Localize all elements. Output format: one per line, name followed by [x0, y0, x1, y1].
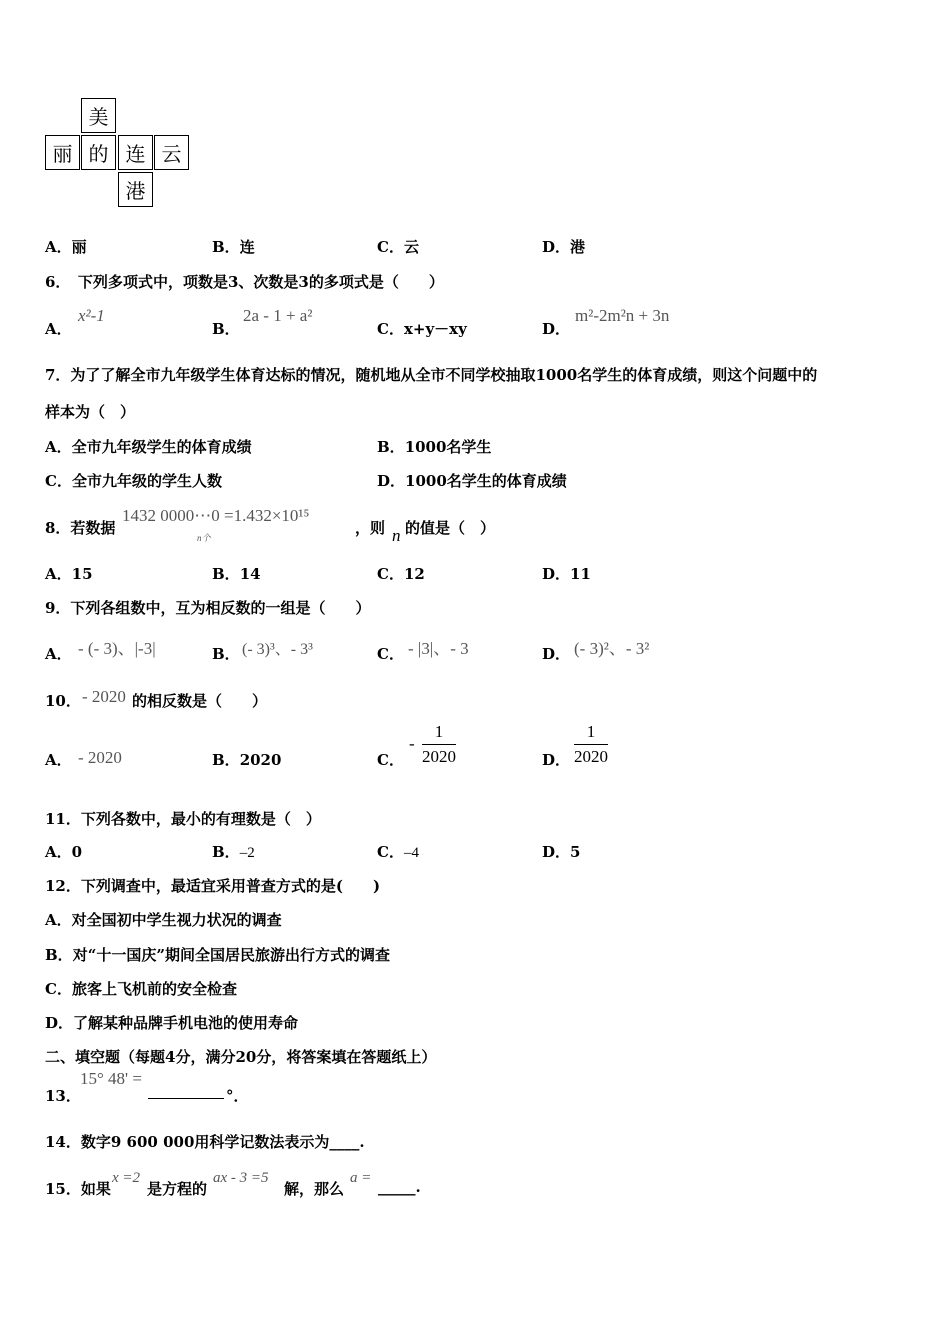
q10-option-d-label: D． [542, 751, 571, 769]
q10-suffix: 的相反数是（ ） [132, 692, 268, 710]
q10-option-c-label: C． [377, 751, 404, 769]
q8-math: 1432 0000⋯0 =1.432×10¹⁵ [122, 506, 310, 525]
q9-option-b-math: (- 3)³、- 3³ [242, 641, 313, 658]
q9-stem: 9．下列各组数中，互为相反数的一组是（ ） [45, 599, 371, 617]
q14-text: 14．数字9 600 000用科学记数法表示为____. [45, 1133, 365, 1151]
q11-option-d: D．5 [542, 843, 581, 861]
q13-math: 15° 48' = [80, 1069, 142, 1088]
q12-stem: 12．下列调查中，最适宜采用普查方式的是( ) [45, 877, 381, 895]
q8-under-brace: n个 [197, 533, 211, 543]
q9-option-d-label: D． [542, 645, 571, 663]
q6-option-a-label: A． [45, 320, 72, 338]
q10-option-d-fraction [574, 722, 608, 767]
q9-option-a-label: A． [45, 645, 72, 663]
net-cell-top: 美 [81, 98, 116, 133]
q7-option-c: C．全市九年级的学生人数 [45, 472, 222, 490]
q11-option-c: C．–4 [377, 843, 419, 861]
q13-suffix: °． [226, 1087, 249, 1105]
q7-stem-line1: 7．为了了解全市九年级学生体育达标的情况，随机地从全市不同学校抽取1000名学生的体育成绩，则这个问题中的 [45, 366, 818, 384]
q8-option-a: A．15 [45, 565, 93, 583]
net-cell-center: 连 [118, 135, 153, 170]
q10-option-c-numerator: 1 [422, 722, 456, 745]
q11-stem: 11．下列各数中，最小的有理数是（ ） [45, 810, 321, 828]
q10-option-d-numerator: 1 [574, 722, 608, 745]
q10-option-a-math: - 2020 [78, 748, 122, 767]
q8-option-b: B．14 [212, 565, 261, 583]
q9-option-d-math: (- 3)²、- 3² [574, 639, 650, 658]
q5-option-b: B．连 [212, 238, 255, 256]
q10-option-d-denominator: 2020 [574, 747, 608, 766]
q9-option-b-label: B． [212, 645, 240, 663]
q7-option-d: D．1000名学生的体育成绩 [377, 472, 567, 490]
q10-option-b: B．2020 [212, 751, 282, 769]
q6-option-c: C．x+y－xy [377, 320, 467, 338]
q10-option-c-denominator: 2020 [422, 747, 456, 766]
q13-answer-blank[interactable] [148, 1098, 224, 1099]
q15-mid: 是方程的 [147, 1180, 208, 1198]
q13-number: 13． [45, 1087, 81, 1105]
q6-option-d-math: m²-2m²n + 3n [575, 306, 670, 325]
q15-math-x: x =2 [112, 1170, 141, 1186]
net-cell-right: 云 [154, 135, 189, 170]
q11-option-a: A．0 [45, 843, 83, 861]
q6-option-a-math: x²-1 [78, 306, 105, 325]
q7-option-a: A．全市九年级学生的体育成绩 [45, 438, 252, 456]
q10-option-c-fraction [422, 722, 456, 767]
q14-answer-blank[interactable]: ____ [329, 1133, 360, 1151]
q5-option-d: D．港 [542, 238, 586, 256]
q15-answer-blank[interactable]: _____. [378, 1178, 421, 1196]
q8-mid: ，则 [355, 519, 386, 537]
q6-option-b-label: B． [212, 320, 240, 338]
q10-option-a-label: A． [45, 751, 72, 769]
q12-option-a: A．对全国初中学生视力状况的调查 [45, 911, 282, 929]
q8-suffix: 的值是（ ） [405, 519, 496, 537]
net-cell-left1: 丽 [45, 135, 80, 170]
q9-option-c-label: C． [377, 645, 404, 663]
net-cell-bottom: 港 [118, 172, 153, 207]
q11-option-b: B．–2 [212, 843, 255, 861]
q6-option-d-label: D． [542, 320, 571, 338]
q7-stem-line2: 样本为（ ） [45, 403, 136, 421]
q5-option-c: C．云 [377, 238, 419, 256]
q8-option-d: D．11 [542, 565, 591, 583]
q15-math-a: a = [350, 1170, 372, 1186]
q10-math: - 2020 [82, 687, 126, 706]
q6-stem: 6． 下列多项式中，项数是3、次数是3的多项式是（ ） [45, 273, 444, 291]
q15-mid2: 解，那么 [284, 1180, 345, 1198]
q9-option-a-math: - (- 3)、|-3| [78, 639, 156, 658]
q8-prefix: 8．若数据 [45, 519, 116, 537]
q8-option-c: C．12 [377, 565, 425, 583]
q10-prefix: 10． [45, 692, 81, 710]
q8-var: n [392, 526, 401, 545]
net-cell-left2: 的 [81, 135, 116, 170]
q9-option-c-math: - |3|、- 3 [408, 639, 469, 658]
q12-option-d: D．了解某种品牌手机电池的使用寿命 [45, 1014, 299, 1032]
q15-prefix: 15．如果 [45, 1180, 111, 1198]
section-fill-in-heading: 二、填空题（每题4分，满分20分，将答案填在答题纸上） [45, 1048, 437, 1066]
q12-option-c: C．旅客上飞机前的安全检查 [45, 980, 237, 998]
q15-math-equation: ax - 3 =5 [213, 1170, 269, 1186]
q10-option-c-sign: - [409, 734, 415, 753]
q6-option-b-math: 2a - 1 + a² [243, 306, 313, 325]
q12-option-b: B．对“十一国庆”期间全国居民旅游出行方式的调查 [45, 946, 390, 964]
q5-option-a: A．丽 [45, 238, 87, 256]
q7-option-b: B．1000名学生 [377, 438, 492, 456]
